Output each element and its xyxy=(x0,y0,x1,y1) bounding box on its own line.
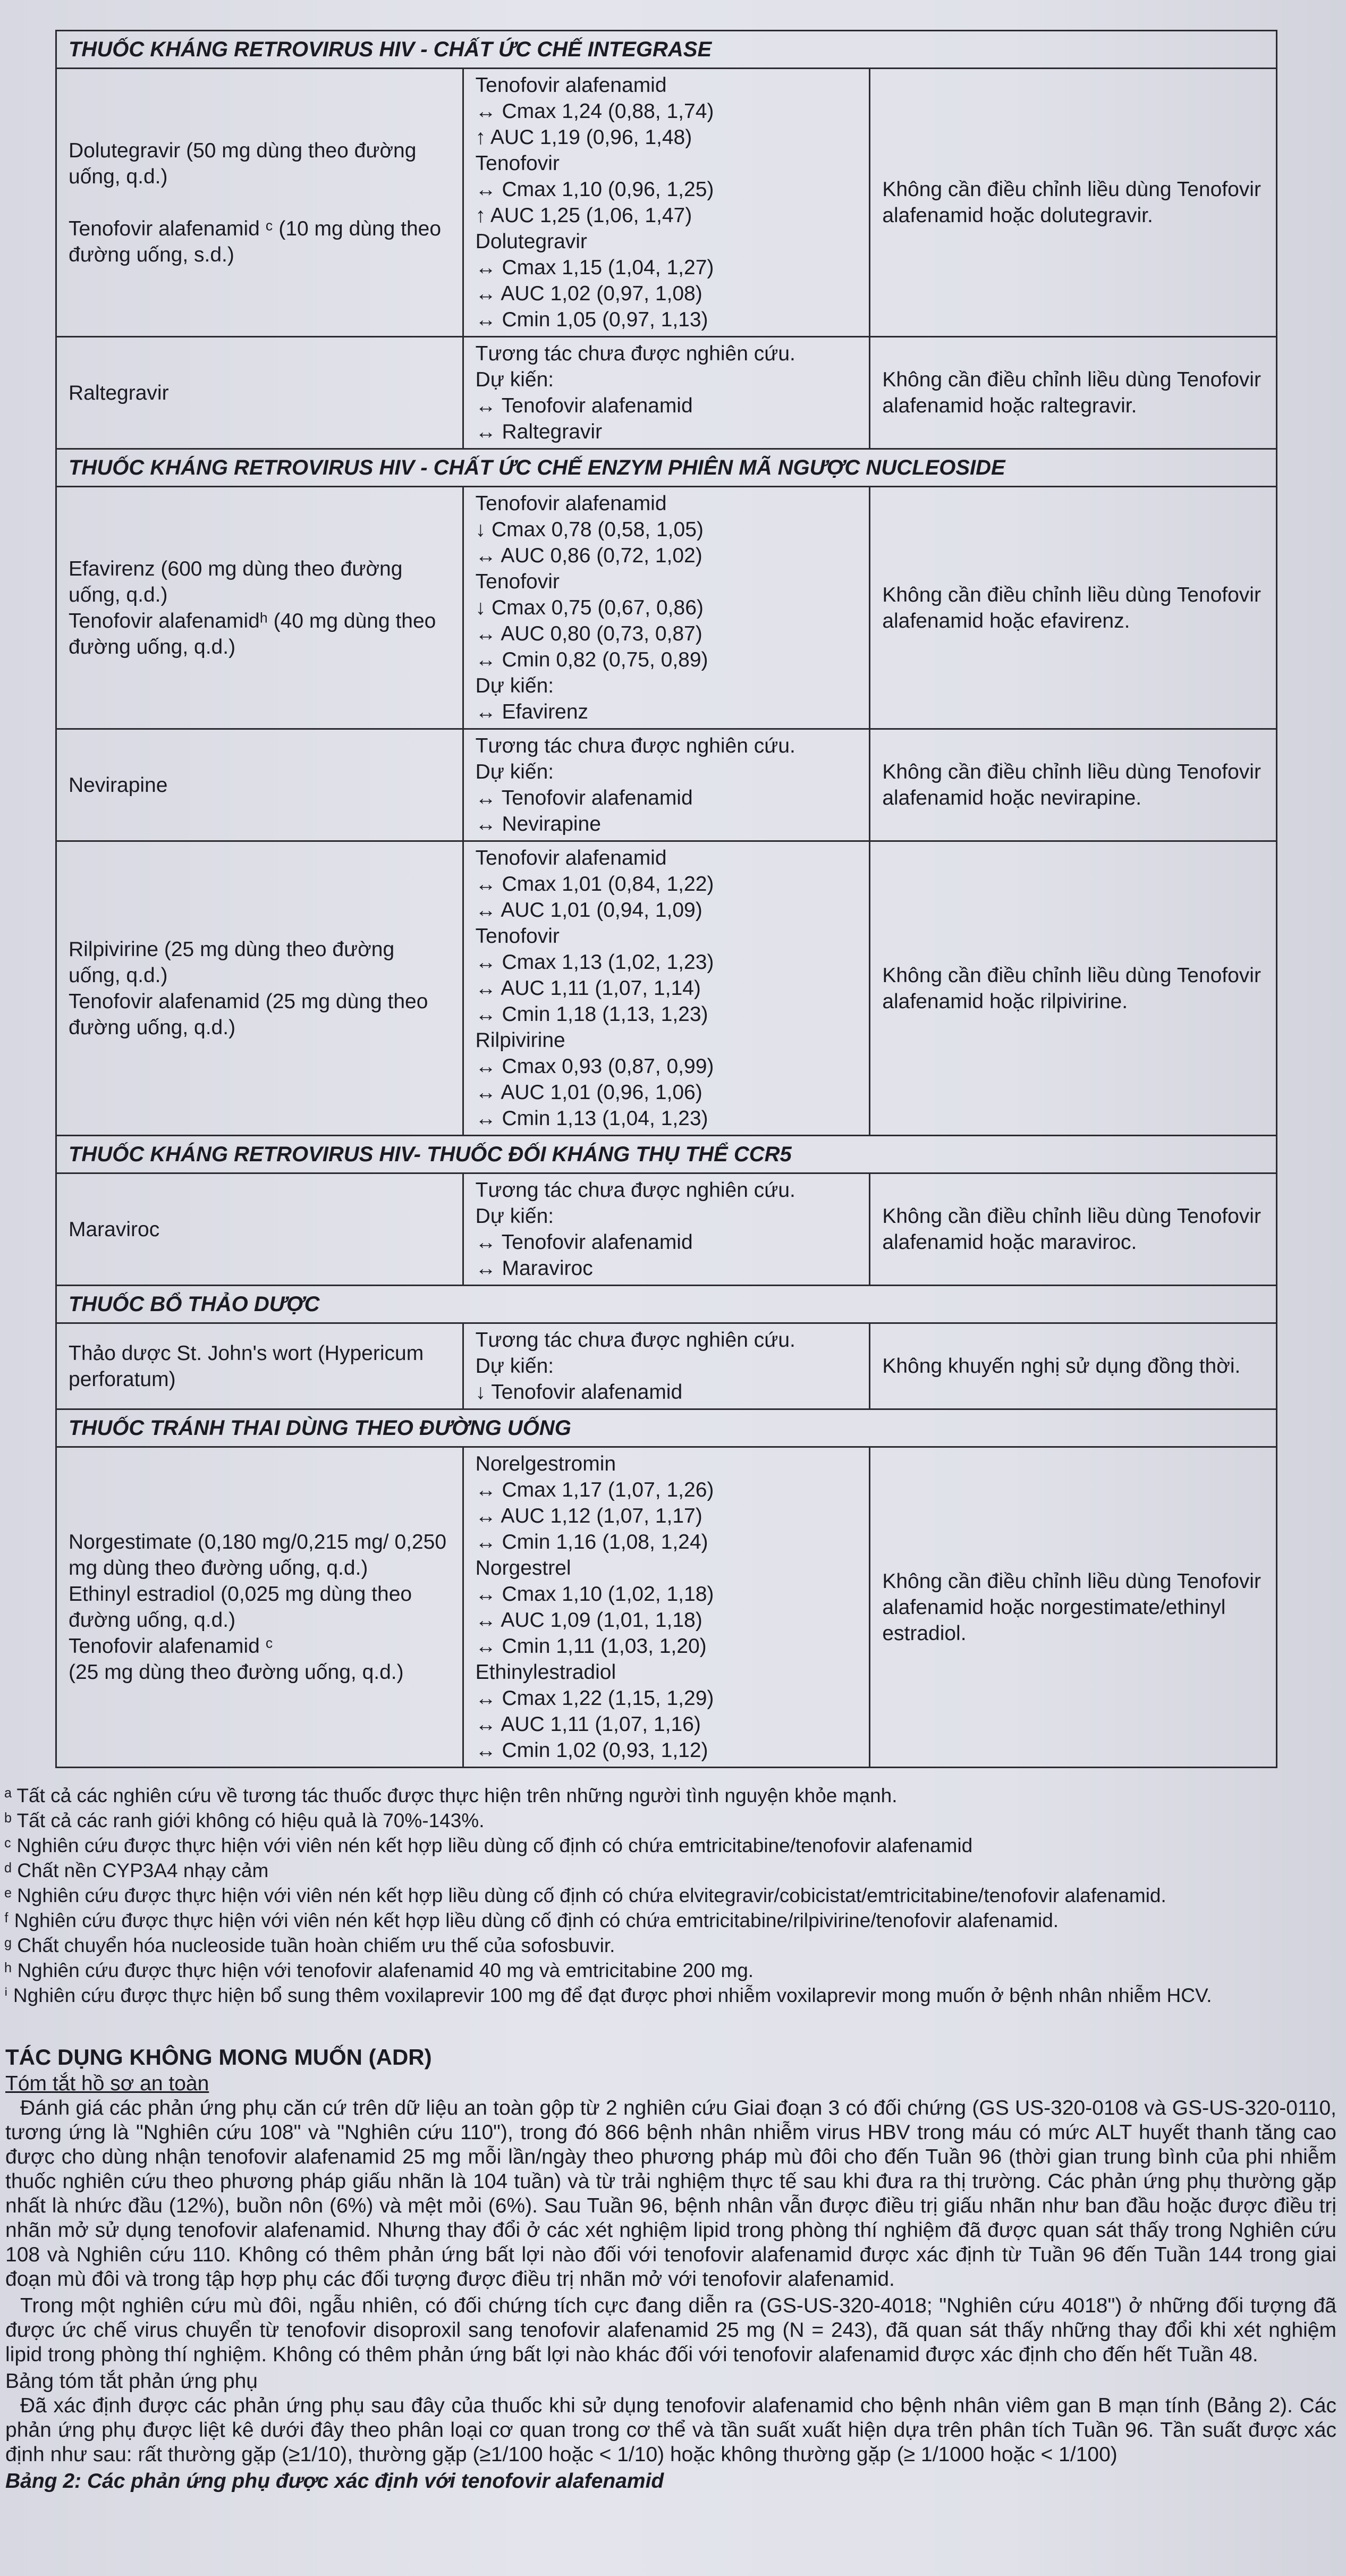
recommendation-cell: Không cần điều chỉnh liều dùng Tenofovir alafenamid hoặc nevirapine. xyxy=(870,729,1277,841)
drug-cell: Rilpivirine (25 mg dùng theo đường uống, q.d.) Tenofovir alafenamid (25 mg dùng theo đường uống, q.d.) xyxy=(56,841,463,1136)
footnote: ᵍ Chất chuyển hóa nucleoside tuần hoàn chiếm ưu thế của sofosbuvir. xyxy=(4,1935,615,1956)
adr-table-heading: Bảng tóm tắt phản ứng phụ xyxy=(5,2370,258,2393)
table-row xyxy=(56,1173,1277,1286)
recommendation-cell: Không cần điều chỉnh liều dùng Tenofovir alafenamid hoặc raltegravir. xyxy=(870,337,1277,449)
footnote: ᵈ Chất nền CYP3A4 nhạy cảm xyxy=(4,1860,269,1881)
effect-cell: Norelgestromin ↔ Cmax 1,17 (1,07, 1,26) ↔ AUC 1,12 (1,07, 1,17) ↔ Cmin 1,16 (1,08, 1,24) Norgestrel ↔ Cmax 1,10 (1,02, 1,18) ↔ AUC 1,09 (1,01, 1,18) ↔ Cmin 1,11 (1,03, 1,20) Ethinylestradiol ↔ Cmax 1,22 (1,15, 1,29) ↔ AUC 1,11 (1,07, 1,16) ↔ Cmin 1,02 (0,93, 1,12) xyxy=(463,1447,870,1768)
table2-caption: Bảng 2: Các phản ứng phụ được xác định với tenofovir alafenamid xyxy=(5,2470,664,2493)
recommendation-cell: Không cần điều chỉnh liều dùng Tenofovir alafenamid hoặc norgestimate/ethinyl estradiol. xyxy=(870,1447,1277,1768)
footnote: ᵇ Tất cả các ranh giới không có hiệu quả là 70%-143%. xyxy=(4,1810,485,1831)
drug-cell: Raltegravir xyxy=(56,337,463,449)
effect-cell: Tương tác chưa được nghiên cứu. Dự kiến: ↓ Tenofovir alafenamid xyxy=(463,1323,870,1409)
recommendation-cell: Không khuyến nghị sử dụng đồng thời. xyxy=(870,1323,1277,1409)
section-header: THUỐC TRÁNH THAI DÙNG THEO ĐƯỜNG UỐNG xyxy=(56,1409,1277,1447)
effect-cell: Tenofovir alafenamid ↔ Cmax 1,01 (0,84, 1,22) ↔ AUC 1,01 (0,94, 1,09) Tenofovir ↔ Cmax 1,13 (1,02, 1,23) ↔ AUC 1,11 (1,07, 1,14) ↔ Cmin 1,18 (1,13, 1,23) Rilpivirine ↔ Cmax 0,93 (0,87, 0,99) ↔ AUC 1,01 (0,96, 1,06) ↔ Cmin 1,13 (1,04, 1,23) xyxy=(463,841,870,1136)
interaction-table xyxy=(55,30,1277,1768)
table-row xyxy=(56,487,1277,729)
section-header: THUỐC BỔ THẢO DƯỢC xyxy=(56,1286,1277,1323)
effect-cell: Tenofovir alafenamid ↓ Cmax 0,78 (0,58, 1,05) ↔ AUC 0,86 (0,72, 1,02) Tenofovir ↓ Cmax 0,75 (0,67, 0,86) ↔ AUC 0,80 (0,73, 0,87) ↔ Cmin 0,82 (0,75, 0,89) Dự kiến: ↔ Efavirenz xyxy=(463,487,870,729)
footnote: ᶜ Nghiên cứu được thực hiện với viên nén kết hợp liều dùng cố định có chứa emtricitabine/tenofovir alafenamid xyxy=(4,1835,973,1856)
effect-cell: Tương tác chưa được nghiên cứu. Dự kiến: ↔ Tenofovir alafenamid ↔ Raltegravir xyxy=(463,337,870,449)
adr-paragraph-1: Đánh giá các phản ứng phụ căn cứ trên dữ liệu an toàn gộp từ 2 nghiên cứu Giai đoạn 3 có đối chứng (GS US-320-0108 và GS-US-320-0110, tương ứng là "Nghiên cứu 108" và "Nghiên cứu 110"), trong đó 866 bệnh nhân nhiễm virus HBV trong máu có mức ALT huyết thanh tăng cao được cho dùng nhận tenofovir alafenamid 25 mg mỗi lần/ngày theo phương pháp mù đôi cho đến Tuần 96 (thời gian trung bình của phi nhiễm thuốc nghiên cứu theo phương pháp giấu nhãn là 104 tuần) và từ trải nghiệm thực tế sau khi đưa ra thị trường. Các phản ứng phụ thường gặp nhất là nhức đầu (12%), buồn nôn (6%) và mệt mỏi (6%). Sau Tuần 96, bệnh nhân vẫn được điều trị giấu nhãn như ban đầu hoặc được điều trị nhãn mở sử dụng tenofovir alafenamid. Nhưng thay đổi ở các xét nghiệm lipid trong phòng thí nghiệm đã được quan sát thấy trong Nghiên cứu 108 và Nghiên cứu 110. Không có thêm phản ứng bất lợi nào đối với tenofovir alafenamid được xác định từ Tuần 96 đến Tuần 144 trong giai đoạn mù đôi và trong tập hợp phụ các đối tượng được điều trị nhãn mở với tenofovir alafenamid. xyxy=(5,2097,1336,2291)
effect-cell: Tenofovir alafenamid ↔ Cmax 1,24 (0,88, 1,74) ↑ AUC 1,19 (0,96, 1,48) Tenofovir ↔ Cmax 1,10 (0,96, 1,25) ↑ AUC 1,25 (1,06, 1,47) Dolutegravir ↔ Cmax 1,15 (1,04, 1,27) ↔ AUC 1,02 (0,97, 1,08) ↔ Cmin 1,05 (0,97, 1,13) xyxy=(463,69,870,337)
effect-cell: Tương tác chưa được nghiên cứu. Dự kiến: ↔ Tenofovir alafenamid ↔ Maraviroc xyxy=(463,1173,870,1286)
drug-cell: Dolutegravir (50 mg dùng theo đường uống, q.d.) Tenofovir alafenamid ᶜ (10 mg dùng theo đường uống, s.d.) xyxy=(56,69,463,337)
effect-cell: Tương tác chưa được nghiên cứu. Dự kiến: ↔ Tenofovir alafenamid ↔ Nevirapine xyxy=(463,729,870,841)
table-row xyxy=(56,729,1277,841)
table-row xyxy=(56,337,1277,449)
drug-cell: Norgestimate (0,180 mg/0,215 mg/ 0,250 mg dùng theo đường uống, q.d.) Ethinyl estradiol (0,025 mg dùng theo đường uống, q.d.) Tenofovir alafenamid ᶜ (25 mg dùng theo đường uống, q.d.) xyxy=(56,1447,463,1768)
table-row xyxy=(56,69,1277,337)
recommendation-cell: Không cần điều chỉnh liều dùng Tenofovir alafenamid hoặc rilpivirine. xyxy=(870,841,1277,1136)
drug-cell: Maraviroc xyxy=(56,1173,463,1286)
footnote: ᶠ Nghiên cứu được thực hiện với viên nén kết hợp liều dùng cố định có chứa emtricitabine/rilpivirine/tenofovir alafenamid. xyxy=(4,1910,1059,1931)
adr-heading: TÁC DỤNG KHÔNG MONG MUỐN (ADR) xyxy=(5,2045,432,2070)
section-header: THUỐC KHÁNG RETROVIRUS HIV- THUỐC ĐỐI KHÁNG THỤ THỂ CCR5 xyxy=(56,1136,1277,1173)
table-row xyxy=(56,1447,1277,1768)
adr-paragraph-3: Đã xác định được các phản ứng phụ sau đây của thuốc khi sử dụng tenofovir alafenamid cho bệnh nhân viêm gan B mạn tính (Bảng 2). Các phản ứng phụ được liệt kê dưới đây theo phân loại cơ quan trong cơ thể và tần suất xuất hiện dựa trên phân tích Tuần 96. Tần suất được xác định như sau: rất thường gặp (≥1/10), thường gặp (≥1/100 hoặc < 1/10) hoặc không thường gặp (≥ 1/1000 hoặc < 1/100) xyxy=(5,2394,1336,2466)
drug-cell: Thảo dược St. John's wort (Hypericum perforatum) xyxy=(56,1323,463,1409)
drug-cell: Nevirapine xyxy=(56,729,463,841)
table-row xyxy=(56,841,1277,1136)
recommendation-cell: Không cần điều chỉnh liều dùng Tenofovir alafenamid hoặc maraviroc. xyxy=(870,1173,1277,1286)
safety-summary-heading: Tóm tắt hồ sơ an toàn xyxy=(5,2072,209,2095)
adr-section xyxy=(5,2045,1336,2496)
table-row xyxy=(56,1323,1277,1409)
footnotes xyxy=(4,1784,1333,2008)
adr-paragraph-2: Trong một nghiên cứu mù đôi, ngẫu nhiên, có đối chứng tích cực đang diễn ra (GS-US-320-4018; "Nghiên cứu 4018") ở những đối tượng đã được ức chế virus chuyển từ tenofovir disoproxil sang tenofovir alafenamid 25 mg (N = 243), đã quan sát thấy những thay đổi khi xét nghiệm lipid trong phòng thí nghiệm. Không có thêm phản ứng bất lợi nào khác đối với tenofovir alafenamid được xác định cho đến hết Tuần 48. xyxy=(5,2294,1336,2366)
recommendation-cell: Không cần điều chỉnh liều dùng Tenofovir alafenamid hoặc efavirenz. xyxy=(870,487,1277,729)
footnote: ⁱ Nghiên cứu được thực hiện bổ sung thêm voxilaprevir 100 mg để đạt được phơi nhiễm voxilaprevir mong muốn ở bệnh nhân nhiễm HCV. xyxy=(4,1984,1212,2006)
footnote: ᵃ Tất cả các nghiên cứu về tương tác thuốc được thực hiện trên những người tình nguyện khỏe mạnh. xyxy=(4,1785,898,1806)
footnote: ʰ Nghiên cứu được thực hiện với tenofovir alafenamid 40 mg và emtricitabine 200 mg. xyxy=(4,1960,754,1981)
section-header: THUỐC KHÁNG RETROVIRUS HIV - CHẤT ỨC CHẾ ENZYM PHIÊN MÃ NGƯỢC NUCLEOSIDE xyxy=(56,449,1277,487)
drug-cell: Efavirenz (600 mg dùng theo đường uống, q.d.) Tenofovir alafenamidʰ (40 mg dùng theo đường uống, q.d.) xyxy=(56,487,463,729)
section-header: THUỐC KHÁNG RETROVIRUS HIV - CHẤT ỨC CHẾ INTEGRASE xyxy=(56,31,1277,69)
recommendation-cell: Không cần điều chỉnh liều dùng Tenofovir alafenamid hoặc dolutegravir. xyxy=(870,69,1277,337)
footnote: ᵉ Nghiên cứu được thực hiện với viên nén kết hợp liều dùng cố định có chứa elvitegravir/cobicistat/emtricitabine/tenofovir alafenamid. xyxy=(4,1885,1166,1906)
